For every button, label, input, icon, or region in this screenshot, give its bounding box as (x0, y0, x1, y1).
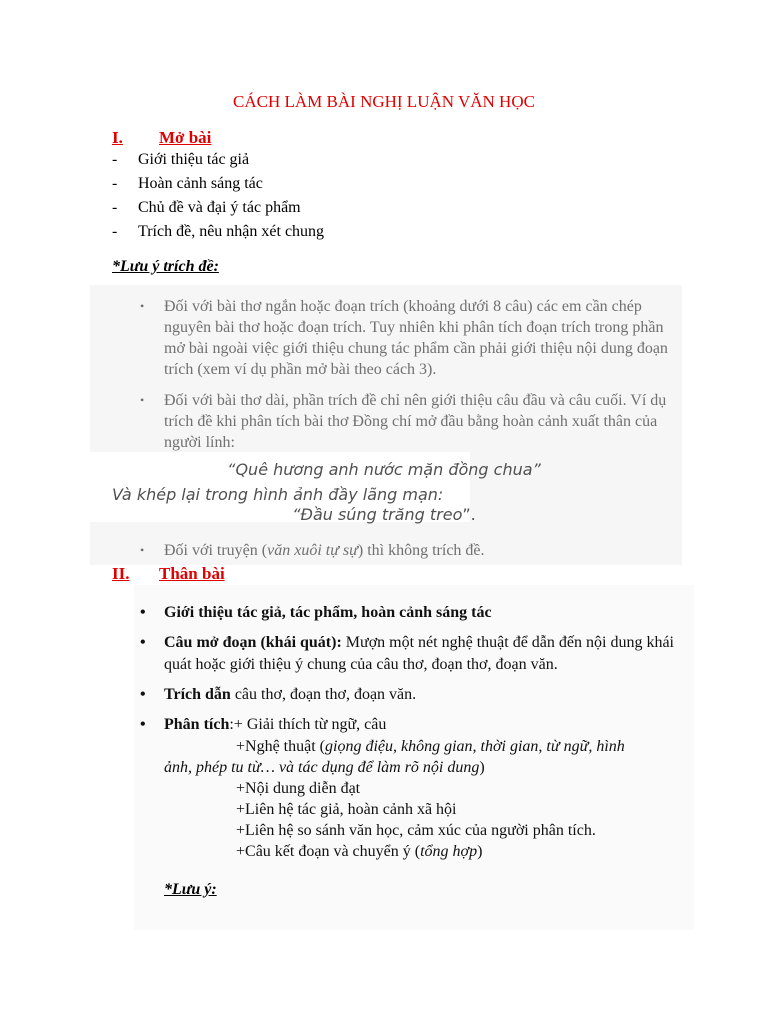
analysis-art-pre: +Nghệ thuật ( (236, 738, 325, 755)
dash-marker: - (112, 199, 118, 216)
bullet-dot: • (140, 686, 146, 703)
body-step-rest: Mượn một nét nghệ thuật để dẫn đến nội dung khái quát hoặc giới thiệu ý chung của câu thơ, đoạn thơ, đoạn văn. (164, 634, 674, 673)
analysis-transition-pre: +Câu kết đoạn và chuyển ý ( (236, 843, 421, 860)
quote-first-line: “Quê hương anh nước mặn đồng chua” (227, 460, 541, 479)
list-item-text: Giới thiệu tác giả (138, 151, 250, 168)
quote-last-line (0, 505, 768, 524)
list-item (112, 174, 672, 198)
analysis-transition (236, 841, 482, 863)
list-item-text: Hoàn cảnh sáng tác (138, 175, 263, 192)
analysis-content: +Nội dung diễn đạt (236, 780, 361, 797)
note-title-body: *Lưu ý: (164, 881, 217, 898)
note-bullet-text (164, 540, 684, 561)
analysis-art-detail-cont: ảnh, phép tu từ… và tác dụng để làm rõ nội dung (164, 759, 480, 776)
bullet-dot: • (140, 393, 145, 407)
body-step-text (164, 714, 684, 736)
dash-marker: - (112, 223, 118, 240)
analysis-art-cont (164, 757, 485, 779)
bullet-dot: • (140, 716, 146, 733)
analysis-art-close: ) (479, 759, 485, 776)
story-genre: văn xuôi tự sự (267, 542, 358, 559)
body-step-bold: Giới thiệu tác giả, tác phẩm, hoàn cảnh sáng tác (164, 604, 492, 621)
analysis-art-detail: giọng điệu, không gian, thời gian, từ ngữ, hình (325, 738, 625, 755)
analysis-art (236, 736, 625, 758)
body-step-bold: Phân tích (164, 716, 230, 733)
body-step-text (164, 632, 684, 676)
quote-transition: Và khép lại trong hình ảnh đầy lãng mạn: (112, 485, 444, 504)
list-item-text: Trích đề, nêu nhận xét chung (138, 223, 325, 240)
list-item (112, 222, 672, 246)
dash-marker: - (112, 175, 118, 192)
note-title-excerpt: *Lưu ý trích đề: (112, 258, 219, 275)
bullet-dot: • (140, 299, 145, 313)
body-step-bold: Câu mở đoạn (khái quát): (164, 634, 342, 651)
note-bullet-text: Đối với bài thơ dài, phần trích đề chỉ nên giới thiệu câu đầu và câu cuối. Ví dụ trích đề khi phân tích bài thơ Đồng chí mở đầu bằng hoàn cảnh xuất thân của người lính: (164, 392, 667, 451)
body-step-text (164, 602, 684, 624)
body-step-rest: :+ Giải thích từ ngữ, câu (229, 716, 387, 733)
body-step-bold: Trích dẫn (164, 686, 231, 703)
section-1-number: I. (112, 128, 123, 147)
section-1-heading (112, 128, 412, 150)
intro-list (112, 150, 672, 246)
story-post: ) thì không trích đề. (357, 542, 485, 559)
bullet-dot: • (140, 543, 145, 557)
quote-last-end: ”. (462, 505, 476, 524)
list-item (112, 198, 672, 222)
note-bullet-text: Đối với bài thơ ngắn hoặc đoạn trích (khoảng dưới 8 câu) các em cần chép nguyên bài thơ hoặc đoạn trích. Tuy nhiên khi phân tích đoạn trích trong phần mở bài ngoài việc giới thiệu chung tác phẩm cần phải giới thiệu nội dung đoạn trích (xem ví dụ phần mở bài theo cách 3). (164, 298, 668, 378)
dash-marker: - (112, 151, 118, 168)
analysis-compare: +Liên hệ so sánh văn học, cảm xúc của người phân tích. (236, 822, 596, 839)
story-pre: Đối với truyện ( (164, 542, 268, 559)
analysis-context: +Liên hệ tác giả, hoàn cảnh xã hội (236, 801, 457, 818)
quote-last-text: “Đầu súng trăng treo (292, 505, 463, 524)
bullet-dot: • (140, 604, 146, 621)
section-2-heading (112, 564, 412, 586)
list-item (112, 150, 672, 174)
body-step-rest: câu thơ, đoạn thơ, đoạn văn. (230, 686, 417, 703)
bullet-dot: • (140, 634, 146, 651)
analysis-transition-detail: tổng hợp (420, 843, 478, 860)
analysis-transition-close: ) (477, 843, 483, 860)
list-item-text: Chủ đề và đại ý tác phẩm (138, 199, 301, 216)
section-2-number: II. (112, 564, 130, 583)
body-step-text (164, 684, 684, 706)
section-2-label: Thân bài (159, 564, 225, 583)
section-1-label: Mở bài (159, 128, 212, 147)
page-title: CÁCH LÀM BÀI NGHỊ LUẬN VĂN HỌC (233, 92, 535, 111)
